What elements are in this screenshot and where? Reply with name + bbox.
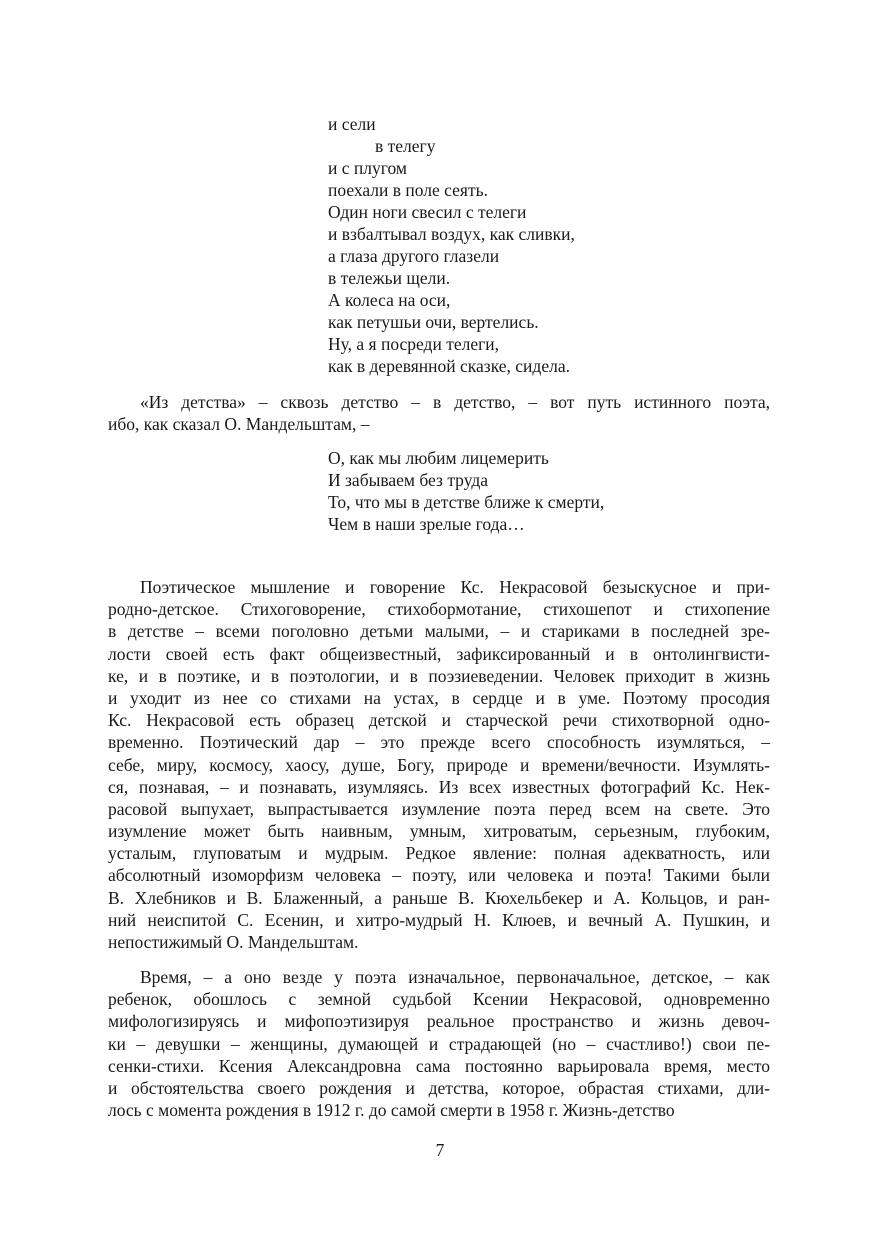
text-line: и уходит из нее со стихами на устах, в сердце и в уме. Поэтому просодия bbox=[108, 687, 770, 708]
poem-excerpt-mandelstam bbox=[328, 447, 604, 535]
text-line: ибо, как сказал О. Мандельштам, – bbox=[108, 414, 370, 435]
poem-line: И забываем без труда bbox=[328, 470, 489, 490]
poem-line: О, как мы любим лицемерить bbox=[328, 448, 549, 468]
text-line: изумление может быть наивным, умным, хитроватым, серьезным, глубоким, bbox=[108, 821, 770, 842]
poem-line: Один ноги свесил с телеги bbox=[328, 202, 527, 222]
text-line: и обстоятельства своего рождения и детства, которое, обрастая стихами, дли- bbox=[108, 1077, 770, 1098]
text-line: «Из детства» – сквозь детство – в детство, – вот путь истинного поэта, bbox=[140, 392, 770, 412]
poem-line: поехали в поле сеять. bbox=[328, 180, 488, 200]
text-line: Время, – а оно везде у поэта изначальное, первоначальное, детское, – как bbox=[140, 967, 770, 987]
poem-line: в телегу bbox=[375, 136, 436, 156]
paragraph-from-childhood bbox=[108, 391, 770, 435]
text-line: лости своей есть факт общеизвестный, зафиксированный и в онтолингвисти- bbox=[108, 643, 770, 664]
poem-line: как петушьи очи, вертелись. bbox=[328, 312, 539, 332]
text-line: В. Хлебников и В. Блаженный, а раньше В. Кюхельбекер и А. Кольцов, и ран- bbox=[108, 887, 770, 908]
text-line: сенки-стихи. Ксения Александровна сама постоянно варьировала время, место bbox=[108, 1055, 770, 1076]
text-line: ребенок, обошлось с земной судьбой Ксении Некрасовой, одновременно bbox=[108, 989, 770, 1010]
poem-line: и сели bbox=[328, 114, 376, 134]
text-line: непостижимый О. Мандельштам. bbox=[108, 932, 359, 952]
text-line: в детстве – всеми поголовно детьми малыми, – и стариками в последней зре- bbox=[108, 621, 770, 642]
poem-line: Чем в наши зрелые года… bbox=[328, 514, 525, 534]
poem-line: и взбалтывал воздух, как сливки, bbox=[328, 224, 575, 244]
paragraph-poetic-thinking bbox=[108, 576, 770, 953]
text-line: ки – девушки – женщины, думающей и страдающей (но – счастливо!) свои пе- bbox=[108, 1033, 770, 1054]
text-line: мифологизируясь и мифопоэтизируя реальное пространство и жизнь девоч- bbox=[108, 1011, 770, 1032]
poem-line: а глаза другого глазели bbox=[328, 246, 500, 266]
text-line: себе, миру, космосу, хаосу, душе, Богу, природе и времени/вечности. Изумлять- bbox=[108, 754, 770, 775]
text-line: родно-детское. Стихоговорение, стихобормотание, стихошепот и стихопение bbox=[108, 599, 770, 620]
paragraph-time bbox=[108, 966, 770, 1121]
text-line: ке, и в поэтике, и в поэтологии, и в поэзиеведении. Человек приходит в жизнь bbox=[108, 665, 770, 686]
text-line: лось с момента рождения в 1912 г. до самой смерти в 1958 г. Жизнь-детство bbox=[108, 1100, 675, 1121]
page-number: 7 bbox=[435, 1140, 445, 1160]
text-line: абсолютный изоморфизм человека – поэту, или человека и поэта! Такими были bbox=[108, 865, 770, 886]
text-line: ся, познавая, – и познавать, изумляясь. Из всех известных фотографий Кс. Нек- bbox=[108, 776, 770, 797]
text-line: усталым, глуповатым и мудрым. Редкое явление: полная адекватность, или bbox=[108, 843, 770, 864]
poem-line: То, что мы в детстве ближе к смерти, bbox=[328, 492, 605, 512]
text-line: ний неиспитой С. Есенин, и хитро-мудрый Н. Клюев, и вечный А. Пушкин, и bbox=[108, 909, 770, 930]
poem-excerpt-1 bbox=[328, 113, 575, 377]
text-line: Поэтическое мышление и говорение Кс. Некрасовой безыскусное и при- bbox=[140, 577, 770, 597]
text-line: расовой выпухает, выпрастывается изумление поэта перед всем на свете. Это bbox=[108, 798, 770, 819]
text-line: Кс. Некрасовой есть образец детской и старческой речи стихотворной одно- bbox=[108, 710, 770, 731]
text-line: временно. Поэтический дар – это прежде всего способность изумляться, – bbox=[108, 732, 770, 753]
poem-line: Ну, а я посреди телеги, bbox=[328, 334, 500, 354]
poem-line: как в деревянной сказке, сидела. bbox=[328, 356, 570, 376]
poem-line: в тележьи щели. bbox=[328, 268, 451, 288]
poem-line: А колеса на оси, bbox=[328, 290, 451, 310]
poem-line: и с плугом bbox=[328, 158, 407, 178]
